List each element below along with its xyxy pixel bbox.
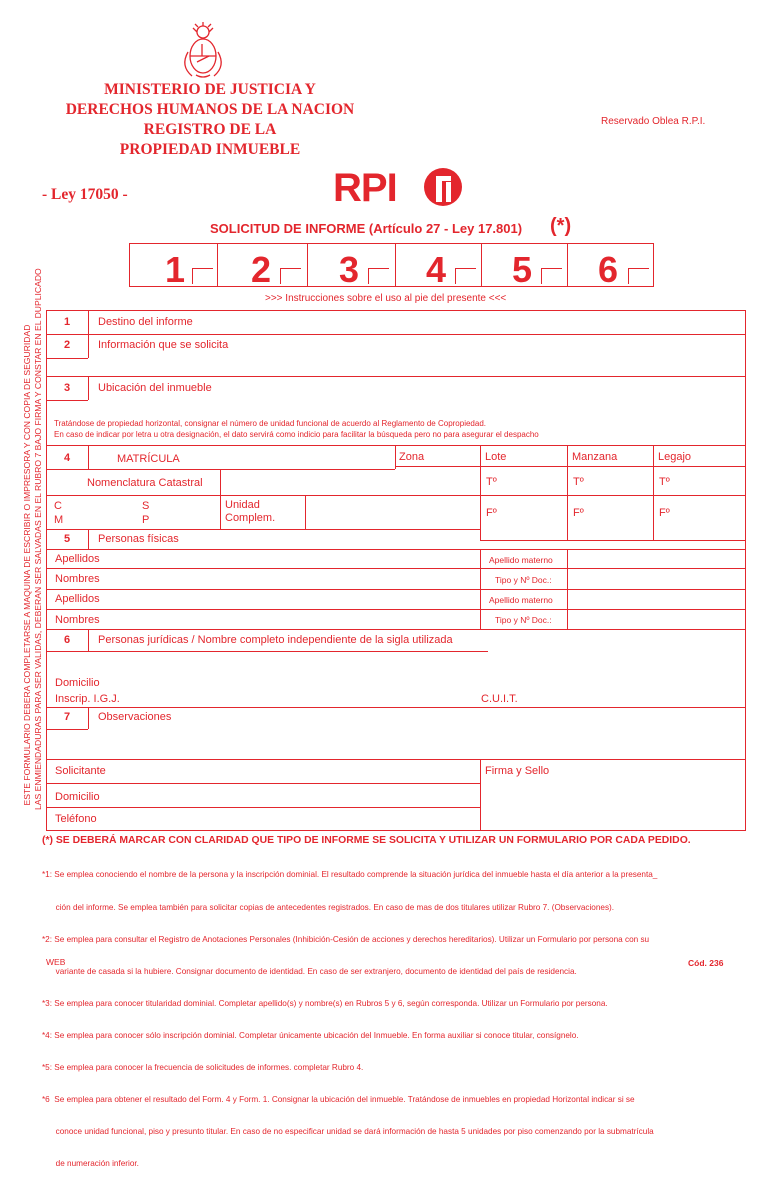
report-type-3-checkbox[interactable]	[368, 268, 389, 284]
ministry-line-2: DERECHOS HUMANOS DE LA NACION	[65, 101, 355, 118]
row-5-number: 5	[63, 533, 71, 545]
report-type-1-checkbox[interactable]	[192, 268, 213, 284]
inscrip-igj-field[interactable]	[140, 691, 470, 705]
info-requested-field[interactable]	[48, 360, 744, 374]
report-type-4-checkbox[interactable]	[455, 268, 476, 284]
footer-note-8: *6 Se emplea para obtener el resultado del Form. 4 y Form. 1. Consignar la ubicación del inmueble. Tratándose de inmuebles en propiedad Horizontal indicar si se	[42, 1095, 635, 1105]
apellidos-label-1: Apellidos	[55, 553, 100, 565]
report-type-1[interactable]: 1	[165, 249, 186, 290]
inscrip-igj-label: Inscrip. I.G.J.	[55, 693, 120, 705]
footer-note-2: ción del informe. Se emplea también para solicitar copias de antecedentes registrados. En caso de mas de dos titulares utilizar Rubro 7. (Observaciones).	[42, 902, 615, 912]
apellidos-field-1[interactable]	[130, 551, 480, 567]
footer-note-1: *1: Se emplea conociendo el nombre de la persona y la inscripción dominial. El resultado comprende la situación jurídica del inmueble hasta el día anterior a la presenta_	[42, 870, 658, 880]
zona-label: Zona	[399, 451, 425, 463]
nombres-field-2[interactable]	[130, 611, 480, 627]
footer-notes	[42, 849, 752, 1181]
row-2-label: Información que se solicita	[98, 339, 229, 351]
row-7-label: Observaciones	[98, 711, 172, 723]
report-type-6[interactable]: 6	[598, 249, 619, 290]
apellido-materno-label-1: Apellido materno	[489, 555, 553, 565]
note-line-1: Tratándose de propiedad horizontal, consignar el número de unidad funcional de acuerdo al Reglamento de Copropiedad.	[54, 419, 486, 428]
firma-sello-label: Firma y Sello	[485, 765, 550, 777]
report-type-2[interactable]: 2	[251, 249, 272, 290]
row-6-label: Personas jurídicas / Nombre completo independiente de la sigla utilizada	[98, 634, 453, 646]
signature-field[interactable]	[484, 780, 742, 828]
domicilio-label-2: Domicilio	[55, 791, 100, 803]
solicitante-field[interactable]	[120, 763, 475, 779]
form-title: SOLICITUD DE INFORME (Artículo 27 - Ley 17.801)	[210, 221, 523, 236]
cuit-label: C.U.I.T.	[481, 693, 518, 705]
nombres-field-1[interactable]	[130, 570, 480, 586]
legal-entity-field[interactable]	[48, 653, 744, 673]
report-type-6-checkbox[interactable]	[628, 268, 649, 284]
telefono-label: Teléfono	[55, 813, 97, 825]
reserved-label: Reservado Oblea R.P.I.	[601, 116, 706, 127]
footer-note-5: *3: Se emplea para conocer titularidad dominial. Completar apellido(s) y nombre(s) en Rubros 5 y 6, según corresponda. Utilizar un Formulario por persona.	[42, 998, 608, 1008]
report-type-2-checkbox[interactable]	[280, 268, 301, 284]
apellidos-field-2[interactable]	[130, 591, 480, 607]
telefono-field[interactable]	[110, 811, 475, 827]
tipo-doc-label-1: Tipo y Nº Doc.:	[495, 575, 552, 585]
rpi-logo-text: RPI	[333, 166, 397, 210]
side-note-line-2: LAS ENMIENDADURAS PARA SER VALIDAS, DEBERAN SER SALVADAS EN EL RUBRO 7 BAJO FIRMA Y CONSTAR EN EL DUPLICADO	[33, 268, 43, 810]
footer-note-10: de numeración inferior.	[42, 1159, 139, 1169]
report-type-4[interactable]: 4	[426, 249, 447, 290]
row-1-number: 1	[63, 316, 71, 328]
p-label: P	[142, 514, 150, 526]
row-3-number: 3	[63, 382, 71, 394]
report-type-5-checkbox[interactable]	[541, 268, 562, 284]
unidad-label	[225, 499, 275, 525]
solicitante-label: Solicitante	[55, 765, 106, 777]
legajo-label: Legajo	[658, 451, 692, 463]
s-label: S	[142, 500, 150, 512]
row-2-number: 2	[63, 339, 71, 351]
footer-note-3: *2: Se emplea para consultar el Registro de Anotaciones Personales (Inhibición-Cesión de acciones y derechos hereditarios). Utilizar un Formulario por persona con su	[42, 934, 650, 944]
tipo-doc-label-2: Tipo y Nº Doc.:	[495, 615, 552, 625]
apellidos-label-2: Apellidos	[55, 593, 100, 605]
tomo-label-2: Tº	[573, 476, 584, 488]
row-6-number: 6	[63, 634, 71, 646]
folio-label-2: Fº	[573, 507, 584, 519]
cuit-field[interactable]	[525, 691, 743, 705]
coat-of-arms-icon	[178, 22, 228, 80]
domicilio-field-2[interactable]	[110, 789, 475, 805]
c-label: C	[54, 500, 62, 512]
folio-label-3: Fº	[659, 507, 670, 519]
manzana-label: Manzana	[572, 451, 618, 463]
footer-note-7: *5: Se emplea para conocer la frecuencia de solicitudes de informes. completar Rubro 4.	[42, 1063, 364, 1073]
matricula-label: MATRÍCULA	[117, 453, 180, 465]
nomenclatura-label: Nomenclatura Catastral	[87, 477, 203, 489]
ministry-heading	[30, 80, 390, 160]
apellido-materno-label-2: Apellido materno	[489, 595, 553, 605]
footer-note-6: *4: Se emplea para conocer sólo inscripción dominial. Completar únicamente ubicación del Inmueble. En forma auxiliar si conoce titular, consígnelo.	[42, 1030, 579, 1040]
footer-note-4: variante de casada si la hubiere. Consignar documento de identidad. En caso de ser extranjero, documento de identidad del país de residencia.	[42, 966, 577, 976]
web-label: WEB	[46, 957, 66, 967]
rpi-logo	[333, 166, 397, 211]
destination-field[interactable]	[330, 312, 744, 332]
row-4-number: 4	[63, 452, 71, 464]
folio-label-1: Fº	[486, 507, 497, 519]
side-note	[22, 268, 44, 810]
note-line-2: En caso de indicar por letra u otra designación, el dato servirá como indicio para facilitar la búsqueda pero no para asegurar el despacho	[54, 429, 539, 439]
domicilio-field-1[interactable]	[110, 675, 744, 691]
m-label: M	[54, 514, 64, 526]
report-type-3[interactable]: 3	[339, 249, 360, 290]
observations-field[interactable]	[48, 731, 744, 757]
ministry-line-3: REGISTRO DE LA	[143, 121, 277, 138]
row-7-number: 7	[63, 711, 71, 723]
footer-main-notice: (*) SE DEBERÁ MARCAR CON CLARIDAD QUE TIPO DE INFORME SE SOLICITA Y UTILIZAR UN FORMULARIO POR CADA PEDIDO.	[42, 835, 691, 846]
property-location-field[interactable]	[48, 402, 744, 416]
row-3-label: Ubicación del inmueble	[98, 382, 212, 394]
lote-label: Lote	[485, 451, 507, 463]
row-5-label: Personas físicas	[98, 533, 179, 545]
nombres-label-1: Nombres	[55, 573, 100, 585]
law-label: - Ley 17050 -	[42, 186, 128, 203]
footer-note-9: conoce unidad funcional, piso y presunto titular. En caso de no especificar unidad se dará información de hasta 5 unidades por piso comenzando por la submatrícula	[42, 1127, 654, 1137]
nombres-label-2: Nombres	[55, 614, 100, 626]
domicilio-label-1: Domicilio	[55, 677, 100, 689]
tomo-label-1: Tº	[486, 476, 497, 488]
form-code: Cód. 236	[688, 958, 724, 968]
ministry-line-1: MINISTERIO DE JUSTICIA Y	[104, 81, 316, 98]
unidad-line-1: Unidad	[225, 499, 260, 511]
report-type-5[interactable]: 5	[512, 249, 533, 290]
rpi-logo-icon	[423, 166, 463, 208]
side-note-line-1: ESTE FORMULARIO DEBERA COMPLETARSE A MAQUINA DE ESCRIBIR O IMPRESORA Y CON COPIA DE SEGURIDAD	[22, 324, 32, 806]
row-1-label: Destino del informe	[98, 316, 193, 328]
horizontal-property-note	[54, 419, 539, 440]
tomo-label-3: Tº	[659, 476, 670, 488]
unidad-line-2: Complem.	[225, 512, 276, 524]
instructions-note: >>> Instrucciones sobre el uso al pie del presente <<<	[265, 293, 507, 304]
title-mark: (*)	[550, 215, 572, 237]
ministry-line-4: PROPIEDAD INMUEBLE	[119, 141, 301, 158]
